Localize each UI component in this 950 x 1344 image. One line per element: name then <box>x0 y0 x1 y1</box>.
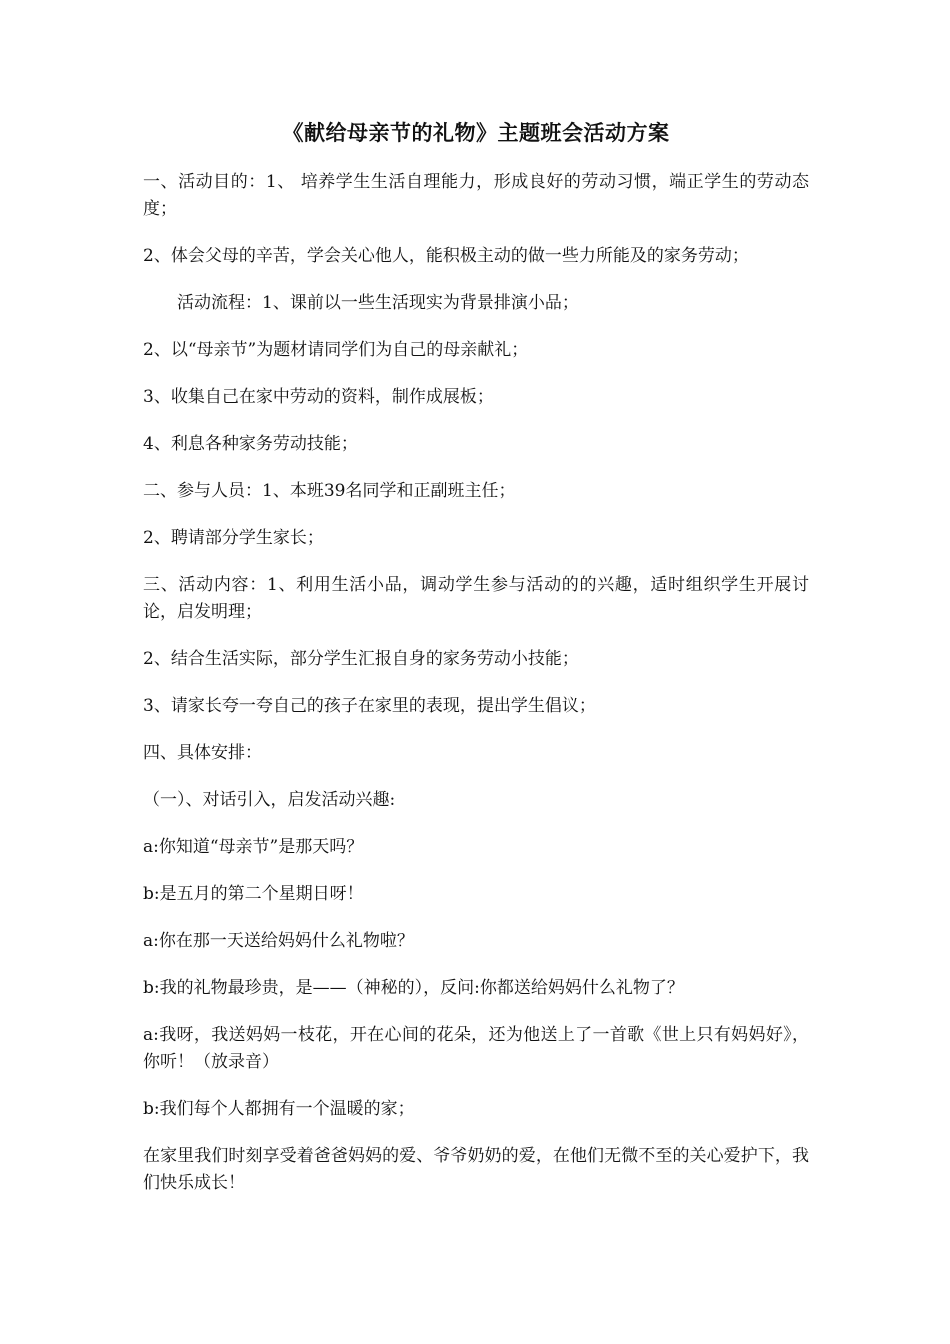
paragraph-process-4: 4、利息各种家务劳动技能； <box>143 434 358 454</box>
document-body <box>143 118 809 1217</box>
paragraph-purpose-1: 一、活动目的：1、 培养学生生活自理能力，形成良好的劳动习惯，端正学生的劳动态度； <box>143 172 809 219</box>
paragraph-process-3: 3、收集自己在家中劳动的资料，制作成展板； <box>143 387 494 407</box>
paragraph-arrangement-sub: （一）、对话引入，启发活动兴趣: <box>143 790 396 810</box>
paragraph-process-1: 活动流程：1、课前以一些生活现实为背景排演小品； <box>177 293 579 313</box>
paragraph-content-2: 2、结合生活实际，部分学生汇报自身的家务劳动小技能； <box>143 649 579 669</box>
dialogue-line: a:我呀，我送妈妈一枝花，开在心间的花朵，还为他送上了一首歌《世上只有妈妈好》，你听！（放录音） <box>143 1025 809 1072</box>
paragraph-participants-1: 二、参与人员：1、本班39名同学和正副班主任； <box>143 481 516 501</box>
paragraph-closing: 在家里我们时刻享受着爸爸妈妈的爱、爷爷奶奶的爱，在他们无微不至的关心爱护下，我们快乐成长！ <box>143 1146 809 1193</box>
paragraph-content-3: 3、请家长夸一夸自己的孩子在家里的表现，提出学生倡议； <box>143 696 596 716</box>
paragraph-process-2: 2、以“母亲节”为题材请同学们为自己的母亲献礼； <box>143 340 529 360</box>
dialogue-line: b:是五月的第二个星期日呀！ <box>143 884 364 904</box>
dialogue-line: b:我们每个人都拥有一个温暖的家； <box>143 1099 415 1119</box>
paragraph-purpose-2: 2、体会父母的辛苦，学会关心他人，能积极主动的做一些力所能及的家务劳动； <box>143 246 749 266</box>
dialogue-line: a:你在那一天送给妈妈什么礼物啦？ <box>143 931 414 951</box>
dialogue-line: b:我的礼物最珍贵，是——（神秘的），反问:你都送给妈妈什么礼物了？ <box>143 978 684 998</box>
paragraph-participants-2: 2、聘请部分学生家长； <box>143 528 324 548</box>
document-title: 《献给母亲节的礼物》主题班会活动方案 <box>282 121 670 145</box>
dialogue-line: a:你知道“母亲节”是那天吗？ <box>143 837 364 857</box>
paragraph-arrangement-heading: 四、具体安排： <box>143 743 262 763</box>
paragraph-content-1: 三、活动内容：1、利用生活小品，调动学生参与活动的的兴趣，适时组织学生开展讨论，启发明理； <box>143 575 809 622</box>
